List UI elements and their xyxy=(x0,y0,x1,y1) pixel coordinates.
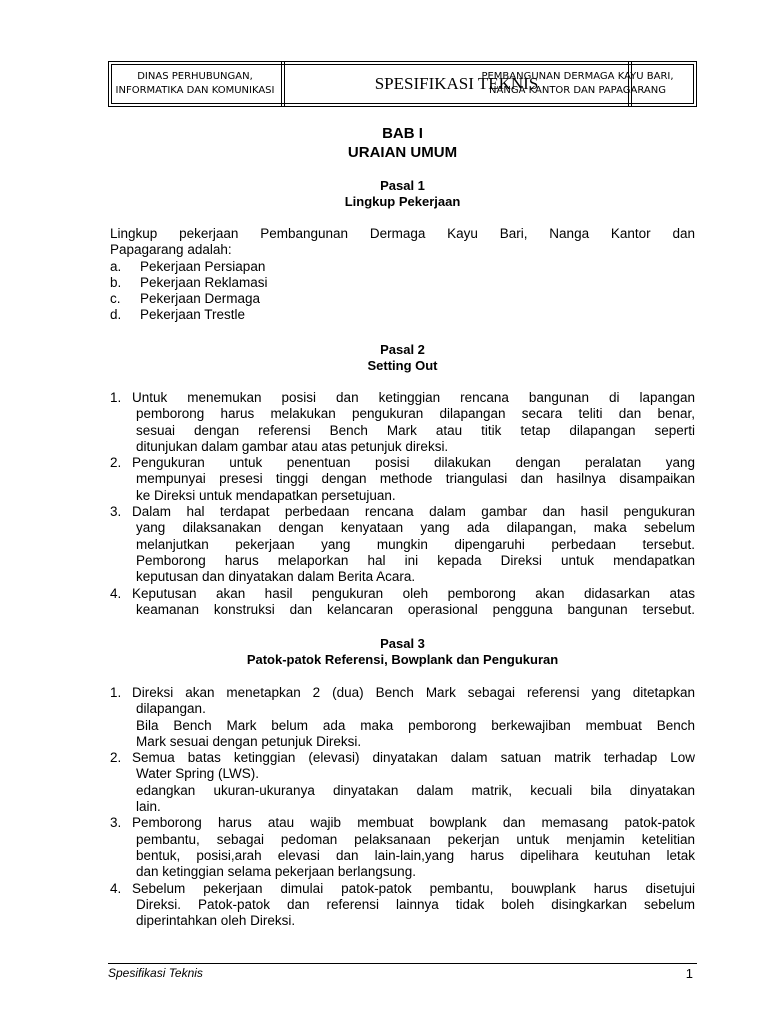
pasal3-list xyxy=(110,685,695,929)
pasal2-list xyxy=(110,390,695,618)
document-header xyxy=(108,61,697,107)
pasal1-number: Pasal 1 xyxy=(380,178,425,193)
pasal1-body xyxy=(110,226,695,324)
list-item: 2. Semua batas ketinggian (elevasi) dinyatakan dalam satuan matrik terhadap Low Water Spring (LWS). edangkan ukuran-ukuranya dinyatakan dalam matrik, kecuali bila dinyatakan lain. xyxy=(110,750,695,815)
list-item: d. Pekerjaan Trestle xyxy=(110,307,246,323)
list-item: 1. Untuk menemukan posisi dan ketinggian rencana bangunan di lapangan pemborong harus melakukan pengukuran dilapangan secara teliti dan benar, sesuai dengan referensi Bench Mark atau titik tetap dilapangan seperti ditunjukan dalam gambar atau atas petunjuk direksi. xyxy=(110,390,695,454)
list-item: 4. Sebelum pekerjaan dimulai patok-patok pembantu, bouwplank harus disetujui Direksi. Patok-patok dan referensi lainnya tidak boleh disingkarkan sebelum diperintahkan oleh Direksi. xyxy=(110,880,695,929)
pasal2-title: Setting Out xyxy=(367,358,438,373)
list-item: a. Pekerjaan Persiapan xyxy=(110,258,266,274)
pasal2-number: Pasal 2 xyxy=(380,342,425,357)
pasal3-number: Pasal 3 xyxy=(380,636,425,651)
header-doc-title: SPESIFIKASI TEKNIS xyxy=(282,62,632,106)
pasal3-title: Patok-patok Referensi, Bowplank dan Pengukuran xyxy=(246,652,559,667)
header-project: PEMBANGUNAN DERMAGA KAYU BARI, NANGA KANTOR DAN PAPAGARANG xyxy=(481,71,674,96)
list-item: 3. Pemborong harus atau wajib membuat bowplank dan memasang patok-patok pembantu, sebagai pedoman pelaksanaan pekerjan untuk menjamin ketelitian bentuk, posisi,arah elevasi dan lain-lain,yang harus dipelihara keutuhan letak dan ketinggian selama pekerjaan berlangsung. xyxy=(110,815,695,880)
page-number: 1 xyxy=(685,966,693,981)
pasal1-intro-line: Lingkup pekerjaan Pembangunan Dermaga Kayu Bari, Nanga Kantor dan xyxy=(110,226,695,241)
chapter-number: BAB I xyxy=(382,125,423,142)
pasal1-title: Lingkup Pekerjaan xyxy=(344,194,461,209)
list-item: 3. Dalam hal terdapat perbedaan rencana dalam gambar dan hasil pengukuran yang dilaksanakan dengan kenyataan yang ada dilapangan, maka sebelum melanjutkan pekerjaan yang mungkin dipengaruhi perbedaan tersebut. Pemborong harus melaporkan hal ini kepada Direksi untuk mendapatkan keputusan dan dinyatakan dalam Berita Acara. xyxy=(110,504,695,585)
list-item: b. Pekerjaan Reklamasi xyxy=(110,274,268,290)
chapter-title: URAIAN UMUM xyxy=(347,144,458,161)
list-item: c. Pekerjaan Dermaga xyxy=(110,291,261,307)
footer-doc-name: Spesifikasi Teknis xyxy=(108,966,203,980)
footer-divider xyxy=(108,963,697,964)
list-item: 4. Keputusan akan hasil pengukuran oleh pemborong akan didasarkan atas keamanan konstruksi dan kelancaran operasional pengguna bangunan tersebut. xyxy=(110,585,695,617)
pasal1-intro-line: Papagarang adalah: xyxy=(110,242,232,258)
header-agency: DINAS PERHUBUNGAN, INFORMATIKA DAN KOMUNIKASI xyxy=(109,62,282,106)
list-item: 2. Pengukuran untuk penentuan posisi dilakukan dengan peralatan yang mempunyai presesi tinggi dengan methode triangulasi dan hasilnya disampaikan ke Direksi untuk mendapatkan persetujuan. xyxy=(110,455,695,503)
list-item: 1. Direksi akan menetapkan 2 (dua) Bench Mark sebagai referensi yang ditetapkan dilapangan. Bila Bench Mark belum ada maka pemborong berkewajiban membuat Bench Mark sesuai dengan petunjuk Direksi. xyxy=(110,685,695,749)
